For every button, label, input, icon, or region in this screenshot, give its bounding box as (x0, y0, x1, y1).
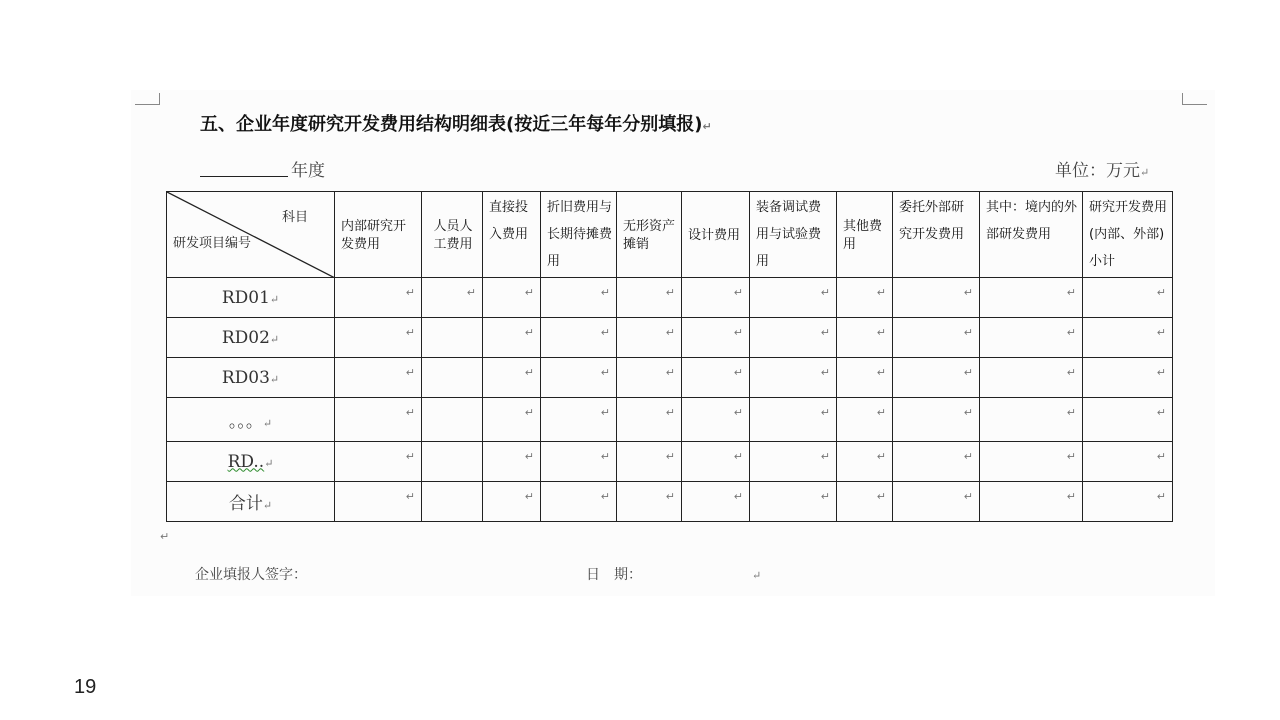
header-depreciation[interactable]: 折旧费用与长期待摊费用 (541, 192, 617, 278)
return-mark: ↵ (1156, 406, 1166, 419)
header-design[interactable]: 设计费用 (682, 192, 750, 278)
return-mark: ↵ (600, 450, 610, 463)
table-cell[interactable] (980, 358, 1083, 398)
return-mark: ↵ (262, 499, 273, 512)
table-cell[interactable] (483, 318, 541, 358)
table-cell[interactable] (750, 358, 837, 398)
return-mark: ↵ (1066, 490, 1076, 503)
return-mark: ↵ (1066, 326, 1076, 339)
table-cell[interactable] (750, 442, 837, 482)
table-row (167, 442, 1173, 482)
return-mark: ↵ (524, 450, 534, 463)
return-mark: ↵ (600, 286, 610, 299)
row-label-cell[interactable] (167, 482, 335, 522)
page-number: 19 (74, 676, 97, 698)
return-mark: ↵ (876, 406, 886, 419)
return-mark: ↵ (524, 406, 534, 419)
diagonal-header-cell[interactable] (167, 192, 335, 278)
return-mark: ↵ (405, 366, 415, 379)
table-cell[interactable] (1083, 482, 1173, 522)
return-mark: ↵ (963, 286, 973, 299)
table-cell[interactable] (1083, 398, 1173, 442)
header-external-rd[interactable]: 委托外部研究开发费用 (893, 192, 980, 278)
table-cell[interactable] (335, 482, 422, 522)
return-mark: ↵ (466, 286, 476, 299)
table-cell[interactable] (837, 318, 893, 358)
table-cell[interactable] (422, 398, 483, 442)
return-mark: ↵ (524, 326, 534, 339)
return-mark: ↵ (963, 326, 973, 339)
return-mark: ↵ (733, 366, 743, 379)
table-cell[interactable] (893, 358, 980, 398)
return-mark: ↵ (1156, 286, 1166, 299)
header-other[interactable]: 其他费用 (837, 192, 893, 278)
return-mark: ↵ (733, 326, 743, 339)
return-mark: ↵ (1066, 366, 1076, 379)
return-mark: ↵ (600, 326, 610, 339)
return-mark: ↵ (820, 286, 830, 299)
return-mark: ↵ (876, 366, 886, 379)
row-label: RD01 (221, 287, 270, 308)
table-cell[interactable] (893, 318, 980, 358)
row-label: RD02 (221, 327, 270, 348)
return-mark: ↵ (1156, 490, 1166, 503)
table-cell[interactable] (617, 318, 682, 358)
return-mark: ↵ (405, 450, 415, 463)
table-cell[interactable] (682, 442, 750, 482)
table-row (167, 358, 1173, 398)
table-cell[interactable] (483, 398, 541, 442)
table-cell[interactable] (837, 278, 893, 318)
table-cell[interactable] (483, 442, 541, 482)
return-mark: ↵ (600, 366, 610, 379)
paragraph-mark: ↵ (160, 530, 170, 543)
row-label-cell[interactable] (167, 398, 335, 442)
table-cell[interactable] (837, 442, 893, 482)
return-mark: ↵ (264, 456, 274, 470)
return-mark: ↵ (820, 326, 830, 339)
return-mark: ↵ (405, 286, 415, 299)
table-row (167, 278, 1173, 318)
row-label-cell[interactable] (167, 442, 335, 482)
corner-label-subject: 科目 (281, 210, 308, 225)
table-cell[interactable] (617, 278, 682, 318)
table-row (167, 318, 1173, 358)
row-label: RD03 (221, 367, 270, 388)
header-personnel[interactable]: 人员人工费用 (422, 192, 483, 278)
return-mark: ↵ (1066, 406, 1076, 419)
table-cell[interactable] (422, 442, 483, 482)
return-mark: ↵ (269, 332, 280, 346)
return-mark: ↵ (1066, 286, 1076, 299)
table-cell[interactable] (837, 398, 893, 442)
rd-expense-table (166, 191, 1173, 522)
table-cell[interactable] (893, 398, 980, 442)
return-mark: ↵ (1066, 450, 1076, 463)
table-cell[interactable] (893, 482, 980, 522)
return-mark: ↵ (665, 326, 675, 339)
table-cell[interactable] (980, 482, 1083, 522)
return-mark: ↵ (733, 286, 743, 299)
table-cell[interactable] (335, 442, 422, 482)
table-cell[interactable] (750, 482, 837, 522)
table-cell[interactable] (1083, 318, 1173, 358)
table-cell[interactable] (837, 482, 893, 522)
header-row (167, 192, 1173, 278)
table-cell[interactable] (750, 278, 837, 318)
table-cell[interactable] (483, 482, 541, 522)
table-cell[interactable] (617, 358, 682, 398)
table-cell[interactable] (682, 358, 750, 398)
return-mark: ↵ (876, 326, 886, 339)
row-label-cell[interactable] (167, 318, 335, 358)
return-mark: ↵ (820, 490, 830, 503)
table-cell[interactable] (335, 358, 422, 398)
table-cell[interactable] (335, 398, 422, 442)
table-cell[interactable] (617, 442, 682, 482)
row-label: 合计 (228, 494, 263, 514)
table-cell[interactable] (617, 398, 682, 442)
table-cell[interactable] (483, 278, 541, 318)
return-mark: ↵ (665, 286, 675, 299)
year-blank-line[interactable] (200, 176, 288, 177)
return-mark: ↵ (1156, 326, 1166, 339)
header-subtotal[interactable]: 研究开发费用(内部、外部)小计 (1083, 192, 1173, 278)
row-label: 。。。 (228, 412, 263, 432)
return-mark: ↵ (1156, 366, 1166, 379)
table-cell[interactable] (541, 318, 617, 358)
header-domestic-external[interactable]: 其中：境内的外部研发费用 (980, 192, 1083, 278)
return-mark: ↵ (1156, 450, 1166, 463)
header-intangible[interactable]: 无形资产摊销 (617, 192, 682, 278)
corner-label-project-id: 研发项目编号 (173, 236, 252, 251)
return-mark: ↵ (600, 490, 610, 503)
table-cell[interactable] (422, 482, 483, 522)
table-cell[interactable] (750, 398, 837, 442)
table-cell[interactable] (541, 398, 617, 442)
table-cell[interactable] (682, 398, 750, 442)
table-cell[interactable] (682, 318, 750, 358)
return-mark: ↵ (820, 406, 830, 419)
table-row (167, 482, 1173, 522)
table-cell[interactable] (682, 278, 750, 318)
table-cell[interactable] (980, 398, 1083, 442)
unit-label: 单位：万元↵ (1055, 161, 1150, 181)
table-cell[interactable] (422, 358, 483, 398)
return-mark: ↵ (733, 450, 743, 463)
return-mark: ↵ (820, 366, 830, 379)
table-cell[interactable] (682, 482, 750, 522)
table-cell[interactable] (980, 442, 1083, 482)
return-mark: ↵ (876, 286, 886, 299)
table-cell[interactable] (422, 278, 483, 318)
header-direct-input[interactable]: 直接投入费用 (483, 192, 541, 278)
return-mark: ↵ (733, 490, 743, 503)
table-cell[interactable] (541, 442, 617, 482)
table-cell[interactable] (422, 318, 483, 358)
header-internal-rd[interactable]: 内部研究开发费用 (335, 192, 422, 278)
return-mark: ↵ (665, 490, 675, 503)
return-mark: ↵ (733, 406, 743, 419)
table-title[interactable]: 五、企业年度研究开发费用结构明细表(按近三年每年分别填报)↵ (200, 114, 712, 135)
table-cell[interactable] (617, 482, 682, 522)
return-mark: ↵ (524, 286, 534, 299)
row-label-cell[interactable] (167, 278, 335, 318)
margin-corner-top-right (1182, 93, 1207, 105)
return-mark: ↵ (665, 366, 675, 379)
return-mark: ↵ (665, 450, 675, 463)
table-cell[interactable] (1083, 442, 1173, 482)
header-equipment-test[interactable]: 装备调试费用与试验费用 (750, 192, 837, 278)
date-label: 日 期： ↵ (586, 567, 762, 583)
return-mark: ↵ (524, 490, 534, 503)
table-cell[interactable] (335, 318, 422, 358)
return-mark: ↵ (963, 366, 973, 379)
return-mark: ↵ (963, 490, 973, 503)
table-cell[interactable] (541, 358, 617, 398)
return-mark: ↵ (665, 406, 675, 419)
return-mark: ↵ (269, 292, 280, 306)
return-mark: ↵ (963, 406, 973, 419)
table-cell[interactable] (541, 482, 617, 522)
return-mark: ↵ (405, 406, 415, 419)
return-mark: ↵ (820, 450, 830, 463)
return-mark: ↵ (600, 406, 610, 419)
table-cell[interactable] (1083, 358, 1173, 398)
table-row (167, 398, 1173, 442)
table-cell[interactable] (541, 278, 617, 318)
return-mark: ↵ (524, 366, 534, 379)
return-mark: ↵ (405, 490, 415, 503)
table-cell[interactable] (750, 318, 837, 358)
return-mark: ↵ (963, 450, 973, 463)
margin-corner-top-left (135, 93, 160, 105)
return-mark: ↵ (269, 372, 280, 386)
table-cell[interactable] (980, 318, 1083, 358)
table-cell[interactable] (837, 358, 893, 398)
table-cell[interactable] (980, 278, 1083, 318)
signature-label: 企业填报人签字： (195, 567, 307, 583)
table-cell[interactable] (1083, 278, 1173, 318)
table-cell[interactable] (335, 278, 422, 318)
row-label-cell[interactable] (167, 358, 335, 398)
table-cell[interactable] (893, 278, 980, 318)
row-label: RD.. (227, 451, 265, 472)
year-label: 年度 (291, 161, 325, 181)
table-cell[interactable] (893, 442, 980, 482)
table-cell[interactable] (483, 358, 541, 398)
return-mark: ↵ (876, 450, 886, 463)
return-mark: ↵ (876, 490, 886, 503)
return-mark: ↵ (405, 326, 415, 339)
return-mark: ↵ (262, 417, 273, 430)
